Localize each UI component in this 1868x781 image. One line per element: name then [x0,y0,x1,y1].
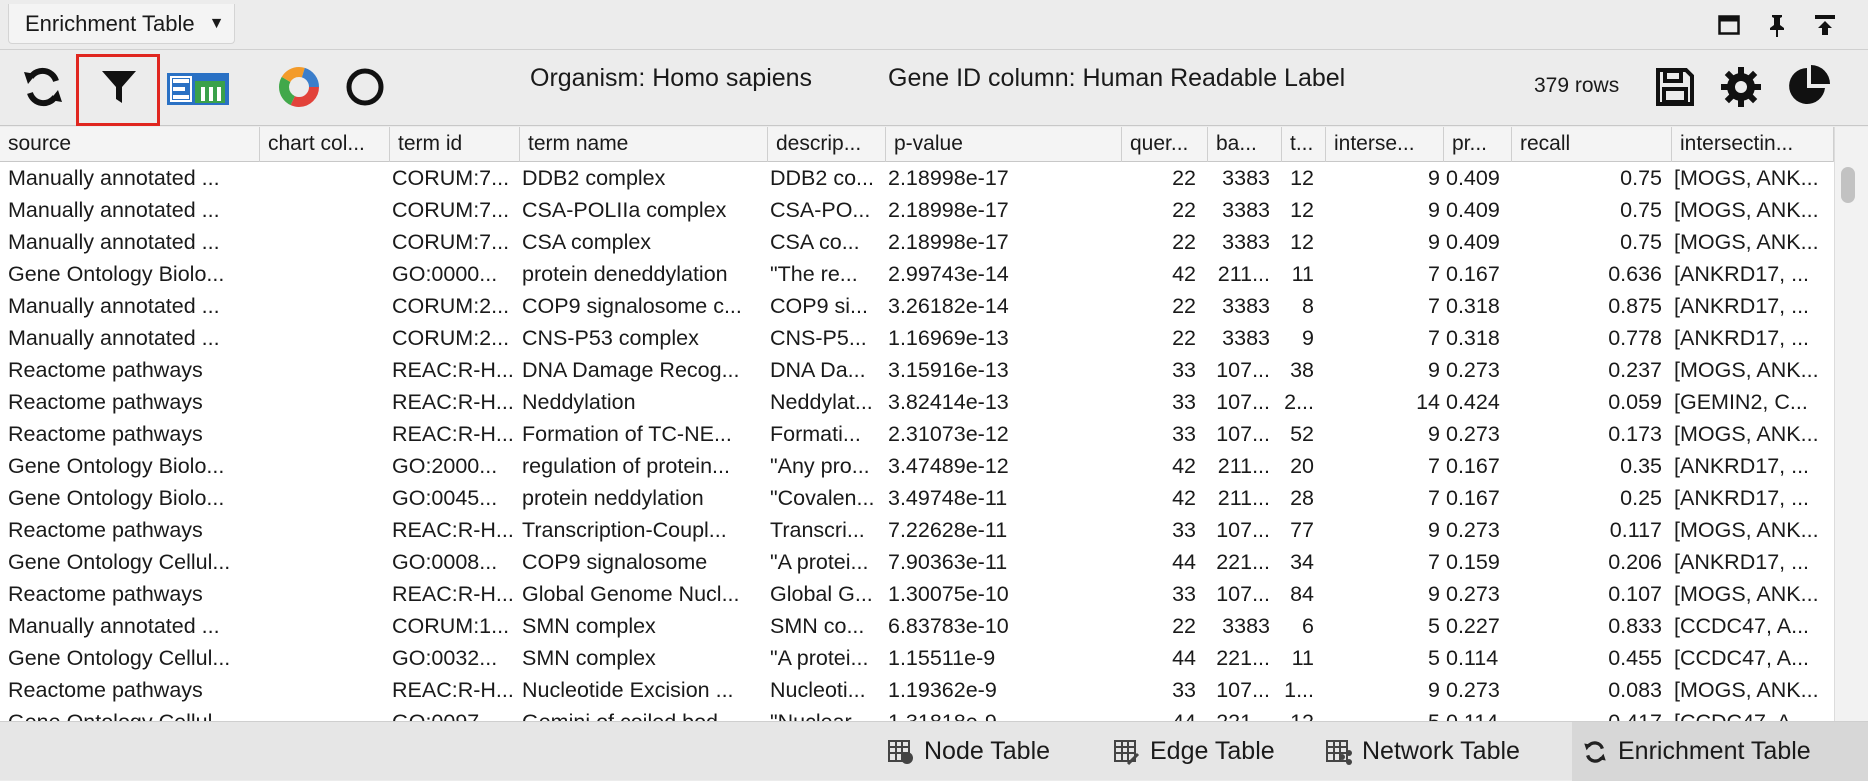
cell-precision: 0.318 [1446,294,1500,318]
cell-chart-color [262,610,388,642]
cell-description: Transcri... [770,518,865,542]
cell-precision: 0.159 [1446,550,1500,574]
filter-button[interactable] [94,64,144,114]
cell-term-name: CSA-POLIIa complex [522,198,727,222]
node-table-icon [888,739,914,765]
cell-term-size: 20 [1290,454,1314,478]
cell-term-name: SMN complex [522,614,656,638]
ring-icon [344,66,386,113]
cell-description: CNS-P5... [770,326,867,350]
cell-term-size: 38 [1290,358,1314,382]
cell-intersection-size: 7 [1428,262,1440,286]
table-row[interactable] [0,418,1834,450]
column-header-source[interactable]: source [0,127,260,162]
cell-description: "Any pro... [770,454,870,478]
table-tabs-bar [0,721,1868,780]
cell-recall: 0.75 [1620,166,1662,190]
cell-intersection-size: 7 [1428,486,1440,510]
cell-intersecting-genes: [ANKRD17, ... [1674,454,1810,478]
cell-term-name: COP9 signalosome [522,550,708,574]
cell-intersection-size: 7 [1428,550,1440,574]
cell-recall: 0.206 [1608,550,1662,574]
cell-background-size: 3383 [1222,326,1270,350]
cell-precision: 0.424 [1446,390,1500,414]
cell-term-size: 77 [1290,518,1314,542]
cell-query-size: 42 [1172,454,1196,478]
tab-edge-table[interactable] [1104,722,1304,781]
cell-background-size: 107... [1216,582,1270,606]
save-button[interactable] [1650,64,1700,114]
enrichment-table[interactable] [0,127,1868,721]
edge-table-icon [1114,739,1140,765]
tab-label: Network Table [1362,737,1520,765]
panel-titlebar [0,0,1868,50]
cell-chart-color [262,482,388,514]
cell-intersection-size: 14 [1416,390,1440,414]
cell-source: Manually annotated ... [8,326,220,350]
cell-term-size: 2... [1284,390,1314,414]
cell-precision: 0.409 [1446,166,1500,190]
cell-term-name: DNA Damage Recog... [522,358,740,382]
cell-chart-color [262,578,388,610]
cell-description: CSA-PO... [770,198,871,222]
cell-description: Neddylat... [770,390,873,414]
table-row[interactable] [0,258,1834,290]
cell-background-size: 211... [1217,486,1270,510]
table-row[interactable] [0,514,1834,546]
column-header-p-value[interactable]: p-value [886,127,1122,162]
ring-button[interactable] [340,64,390,114]
cell-description: COP9 si... [770,294,868,318]
gene-id-column-label: Gene ID column: Human Readable Label [888,64,1346,92]
cell-intersecting-genes: [ANKRD17, ... [1674,326,1810,350]
cell-intersecting-genes: [MOGS, ANK... [1674,166,1819,190]
refresh-button[interactable] [18,64,68,114]
cell-term-id: REAC:R-H... [392,422,514,446]
cell-term-id: CORUM:2... [392,326,510,350]
cell-background-size: 3383 [1222,614,1270,638]
cell-term-size: 28 [1290,486,1314,510]
cell-intersecting-genes: [MOGS, ANK... [1674,198,1819,222]
cell-query-size: 22 [1172,166,1196,190]
cell-term-name: DDB2 complex [522,166,666,190]
cell-term-name: SMN complex [522,646,656,670]
cell-query-size: 22 [1172,614,1196,638]
table-row[interactable] [0,610,1834,642]
cell-intersecting-genes: [ANKRD17, ... [1674,486,1810,510]
cell-chart-color [262,386,388,418]
cell-background-size: 107... [1216,518,1270,542]
pin-icon[interactable] [1764,12,1790,38]
scrollbar-thumb[interactable] [1841,167,1855,203]
gear-icon [1720,66,1762,113]
table-row[interactable] [0,450,1834,482]
cell-background-size: 3383 [1222,294,1270,318]
cell-query-size: 44 [1172,550,1196,574]
cell-precision: 0.273 [1446,518,1500,542]
cell-source: Manually annotated ... [8,166,220,190]
cell-term-id: GO:0032... [392,646,498,670]
cell-intersecting-genes: [MOGS, ANK... [1674,230,1819,254]
cell-intersecting-genes: [MOGS, ANK... [1674,582,1819,606]
table-row[interactable] [0,386,1834,418]
table-row[interactable] [0,482,1834,514]
cell-source: Manually annotated ... [8,198,220,222]
cell-term-id: GO:0008... [392,550,498,574]
cell-term-size: 11 [1291,646,1314,670]
cell-background-size: 3383 [1222,198,1270,222]
cell-recall: 0.237 [1608,358,1662,382]
cell-term-name: Global Genome Nucl... [522,582,740,606]
table-row[interactable] [0,226,1834,258]
table-row[interactable] [0,290,1834,322]
cell-term-id: REAC:R-H... [392,678,514,702]
cell-description: "A protei... [770,646,869,670]
toolbar [0,50,1868,126]
cell-recall: 0.173 [1608,422,1662,446]
cell-background-size: 221... [1216,646,1270,670]
cell-term-name: CSA complex [522,230,652,254]
cell-intersecting-genes: [MOGS, ANK... [1674,358,1819,382]
cell-term-size: 34 [1290,550,1314,574]
cell-term-size: 9 [1302,326,1314,350]
cell-query-size: 44 [1172,646,1196,670]
cell-p-value: 3.15916e-13 [888,358,1009,382]
table-row[interactable] [0,162,1834,194]
cell-intersection-size: 9 [1428,678,1440,702]
cell-term-id: CORUM:1... [392,614,510,638]
cell-precision: 0.273 [1446,582,1500,606]
table-body [0,162,1834,738]
table-row[interactable] [0,546,1834,578]
refresh-icon [1582,739,1608,765]
cell-description: "The re... [770,262,858,286]
cell-intersection-size: 9 [1428,358,1440,382]
cell-query-size: 33 [1172,518,1196,542]
cell-precision: 0.273 [1446,358,1500,382]
cell-intersecting-genes: [ANKRD17, ... [1674,262,1810,286]
cell-source: Gene Ontology Cellul... [8,550,231,574]
cell-recall: 0.059 [1608,390,1662,414]
cell-description: SMN co... [770,614,865,638]
cell-recall: 0.35 [1620,454,1662,478]
cell-term-id: REAC:R-H... [392,390,514,414]
cell-source: Gene Ontology Biolo... [8,486,225,510]
cell-description: Nucleoti... [770,678,866,702]
cell-intersecting-genes: [CCDC47, A... [1674,614,1810,638]
cell-recall: 0.778 [1608,326,1662,350]
cell-query-size: 33 [1172,582,1196,606]
cell-term-id: CORUM:2... [392,294,510,318]
cell-recall: 0.25 [1620,486,1662,510]
tab-label: Node Table [924,737,1051,765]
donut-chart-icon [277,65,321,114]
cell-term-id: GO:2000... [392,454,498,478]
cell-term-name: Neddylation [522,390,636,414]
cell-p-value: 6.83783e-10 [888,614,1009,638]
cell-background-size: 3383 [1222,166,1270,190]
cell-chart-color [262,546,388,578]
cell-p-value: 3.49748e-11 [888,486,1008,510]
cell-chart-color [262,322,388,354]
cell-query-size: 22 [1172,294,1196,318]
cell-query-size: 33 [1172,678,1196,702]
cell-precision: 0.318 [1446,326,1500,350]
cell-description: Formati... [770,422,861,446]
cell-intersecting-genes: [ANKRD17, ... [1674,550,1810,574]
cell-recall: 0.833 [1608,614,1662,638]
column-header-recall[interactable]: recall [1512,127,1672,162]
cell-description: DDB2 co... [770,166,874,190]
cell-source: Manually annotated ... [8,614,220,638]
cell-recall: 0.117 [1609,518,1662,542]
maximize-icon[interactable] [1716,12,1742,38]
cell-source: Reactome pathways [8,518,203,542]
tab-label: Edge Table [1150,737,1275,765]
cell-chart-color [262,674,388,706]
column-header-description[interactable]: descrip... [768,127,886,162]
save-icon [1655,67,1695,112]
cell-p-value: 2.18998e-17 [888,166,1009,190]
cell-query-size: 22 [1172,326,1196,350]
cell-p-value: 1.19362e-9 [888,678,997,702]
filter-icon [101,69,137,110]
cell-term-name: Formation of TC-NE... [522,422,732,446]
row-count: 379 rows [1534,74,1620,97]
cell-precision: 0.409 [1446,198,1500,222]
network-table-icon [1326,739,1352,765]
tab-node-table[interactable] [878,722,1090,781]
cell-chart-color [262,194,388,226]
cell-description: "A protei... [770,550,869,574]
cell-term-name: Nucleotide Excision ... [522,678,734,702]
cell-background-size: 107... [1216,422,1270,446]
cell-chart-color [262,354,388,386]
cell-chart-color [262,162,388,194]
cell-description: Global G... [770,582,873,606]
cell-p-value: 2.99743e-14 [888,262,1009,286]
cell-p-value: 3.82414e-13 [888,390,1009,414]
cell-description: "Covalen... [770,486,875,510]
cell-intersection-size: 9 [1428,230,1440,254]
cell-term-size: 1... [1284,678,1314,702]
cell-term-size: 8 [1302,294,1314,318]
settings-button[interactable] [1716,64,1766,114]
cell-intersection-size: 7 [1428,294,1440,318]
cell-intersecting-genes: [ANKRD17, ... [1674,294,1810,318]
cell-precision: 0.273 [1446,678,1500,702]
cell-recall: 0.75 [1620,198,1662,222]
cell-intersection-size: 7 [1428,326,1440,350]
cell-term-name: CNS-P53 complex [522,326,699,350]
cell-source: Manually annotated ... [8,230,220,254]
cell-source: Reactome pathways [8,422,203,446]
cell-intersecting-genes: [GEMIN2, C... [1674,390,1808,414]
cell-intersection-size: 5 [1428,646,1440,670]
cell-term-size: 12 [1290,198,1314,222]
cell-precision: 0.167 [1446,486,1500,510]
cell-precision: 0.409 [1446,230,1500,254]
cell-intersection-size: 5 [1428,614,1440,638]
cell-term-id: CORUM:7... [392,166,510,190]
cell-source: Gene Ontology Cellul... [8,646,231,670]
cell-recall: 0.107 [1608,582,1662,606]
cell-term-id: REAC:R-H... [392,518,514,542]
dock-icon[interactable] [1812,12,1838,38]
cell-term-id: GO:0045... [392,486,498,510]
cell-precision: 0.273 [1446,422,1500,446]
cell-term-name: Transcription-Coupl... [522,518,727,542]
cell-query-size: 33 [1172,358,1196,382]
cell-source: Gene Ontology Biolo... [8,262,225,286]
column-header-query-size[interactable]: quer... [1122,127,1208,162]
cell-background-size: 3383 [1222,230,1270,254]
column-header-term-id[interactable]: term id [390,127,520,162]
cell-term-size: 11 [1291,262,1314,286]
cell-chart-color [262,514,388,546]
cell-intersecting-genes: [CCDC47, A... [1674,646,1810,670]
table-row[interactable] [0,578,1834,610]
cell-source: Reactome pathways [8,678,203,702]
panel-title-dropdown[interactable] [8,4,235,44]
cell-source: Manually annotated ... [8,294,220,318]
cell-query-size: 42 [1172,262,1196,286]
cell-recall: 0.875 [1608,294,1662,318]
column-header-precision[interactable]: pr... [1444,127,1512,162]
cell-chart-color [262,642,388,674]
cell-term-size: 84 [1290,582,1314,606]
cell-term-id: REAC:R-H... [392,582,514,606]
cell-recall: 0.083 [1608,678,1662,702]
column-header-chart-color[interactable]: chart col... [260,127,390,162]
cell-p-value: 1.30075e-10 [888,582,1009,606]
organism-label: Organism: Homo sapiens [530,64,813,92]
cell-term-size: 52 [1290,422,1314,446]
cell-recall: 0.636 [1608,262,1662,286]
cell-p-value: 7.90363e-11 [888,550,1008,574]
cell-query-size: 42 [1172,486,1196,510]
refresh-icon [20,64,66,115]
cell-query-size: 33 [1172,422,1196,446]
cell-precision: 0.114 [1446,646,1499,670]
donut-chart-button[interactable] [274,64,324,114]
cell-p-value: 2.31073e-12 [888,422,1009,446]
cell-intersection-size: 9 [1428,422,1440,446]
cell-source: Reactome pathways [8,358,203,382]
cell-chart-color [262,226,388,258]
cell-p-value: 2.18998e-17 [888,198,1009,222]
cell-intersection-size: 9 [1428,166,1440,190]
cell-term-size: 12 [1290,166,1314,190]
cell-background-size: 211... [1217,262,1270,286]
cell-recall: 0.455 [1608,646,1662,670]
cell-term-name: regulation of protein... [522,454,730,478]
cell-term-name: protein deneddylation [522,262,728,286]
cell-description: CSA co... [770,230,860,254]
pie-chart-icon [1787,64,1831,113]
column-header-intersecting-genes[interactable]: intersectin... [1672,127,1834,162]
tab-network-table[interactable] [1316,722,1566,781]
cell-precision: 0.167 [1446,454,1500,478]
tab-label: Enrichment Table [1618,737,1811,765]
cell-precision: 0.167 [1446,262,1500,286]
cell-chart-color [262,290,388,322]
cell-term-id: CORUM:7... [392,198,510,222]
cell-recall: 0.75 [1620,230,1662,254]
chevron-down-icon: ▼ [208,14,225,32]
table-row[interactable] [0,642,1834,674]
enrichment-map-icon [167,73,229,110]
enrichment-map-button[interactable] [166,66,230,116]
cell-background-size: 211... [1217,454,1270,478]
column-header-term-size[interactable]: t... [1282,127,1326,162]
cell-p-value: 3.26182e-14 [888,294,1009,318]
cell-background-size: 221... [1216,550,1270,574]
column-header-background-size[interactable]: ba... [1208,127,1282,162]
pie-chart-button[interactable] [1784,62,1834,114]
cell-term-id: CORUM:7... [392,230,510,254]
panel-title: Enrichment Table [25,10,195,36]
cell-chart-color [262,258,388,290]
cell-intersecting-genes: [MOGS, ANK... [1674,678,1819,702]
cell-intersection-size: 9 [1428,582,1440,606]
cell-intersecting-genes: [MOGS, ANK... [1674,422,1819,446]
vertical-scrollbar[interactable] [1834,127,1868,721]
cell-term-size: 12 [1290,230,1314,254]
cell-source: Gene Ontology Biolo... [8,454,225,478]
table-row[interactable] [0,354,1834,386]
cell-intersection-size: 9 [1428,518,1440,542]
table-header [0,127,1834,162]
cell-p-value: 7.22628e-11 [888,518,1008,542]
cell-source: Reactome pathways [8,582,203,606]
cell-intersection-size: 9 [1428,198,1440,222]
column-header-term-name[interactable]: term name [520,127,768,162]
cell-description: DNA Da... [770,358,866,382]
cell-intersection-size: 7 [1428,454,1440,478]
table-row[interactable] [0,674,1834,706]
cell-p-value: 3.47489e-12 [888,454,1009,478]
table-row[interactable] [0,322,1834,354]
cell-chart-color [262,418,388,450]
cell-background-size: 107... [1216,390,1270,414]
cell-p-value: 1.16969e-13 [888,326,1009,350]
cell-p-value: 1.15511e-9 [888,646,996,670]
cell-query-size: 22 [1172,198,1196,222]
cell-term-name: COP9 signalosome c... [522,294,742,318]
cell-term-id: REAC:R-H... [392,358,514,382]
cell-term-id: GO:0000... [392,262,498,286]
cell-p-value: 2.18998e-17 [888,230,1009,254]
tab-enrichment-table[interactable] [1572,722,1868,781]
cell-term-name: protein neddylation [522,486,704,510]
table-row[interactable] [0,194,1834,226]
cell-query-size: 22 [1172,230,1196,254]
cell-precision: 0.227 [1446,614,1500,638]
cell-source: Reactome pathways [8,390,203,414]
cell-term-size: 6 [1302,614,1314,638]
cell-background-size: 107... [1216,358,1270,382]
column-header-intersection-size[interactable]: interse... [1326,127,1444,162]
cell-query-size: 33 [1172,390,1196,414]
cell-background-size: 107... [1216,678,1270,702]
cell-chart-color [262,450,388,482]
cell-intersecting-genes: [MOGS, ANK... [1674,518,1819,542]
